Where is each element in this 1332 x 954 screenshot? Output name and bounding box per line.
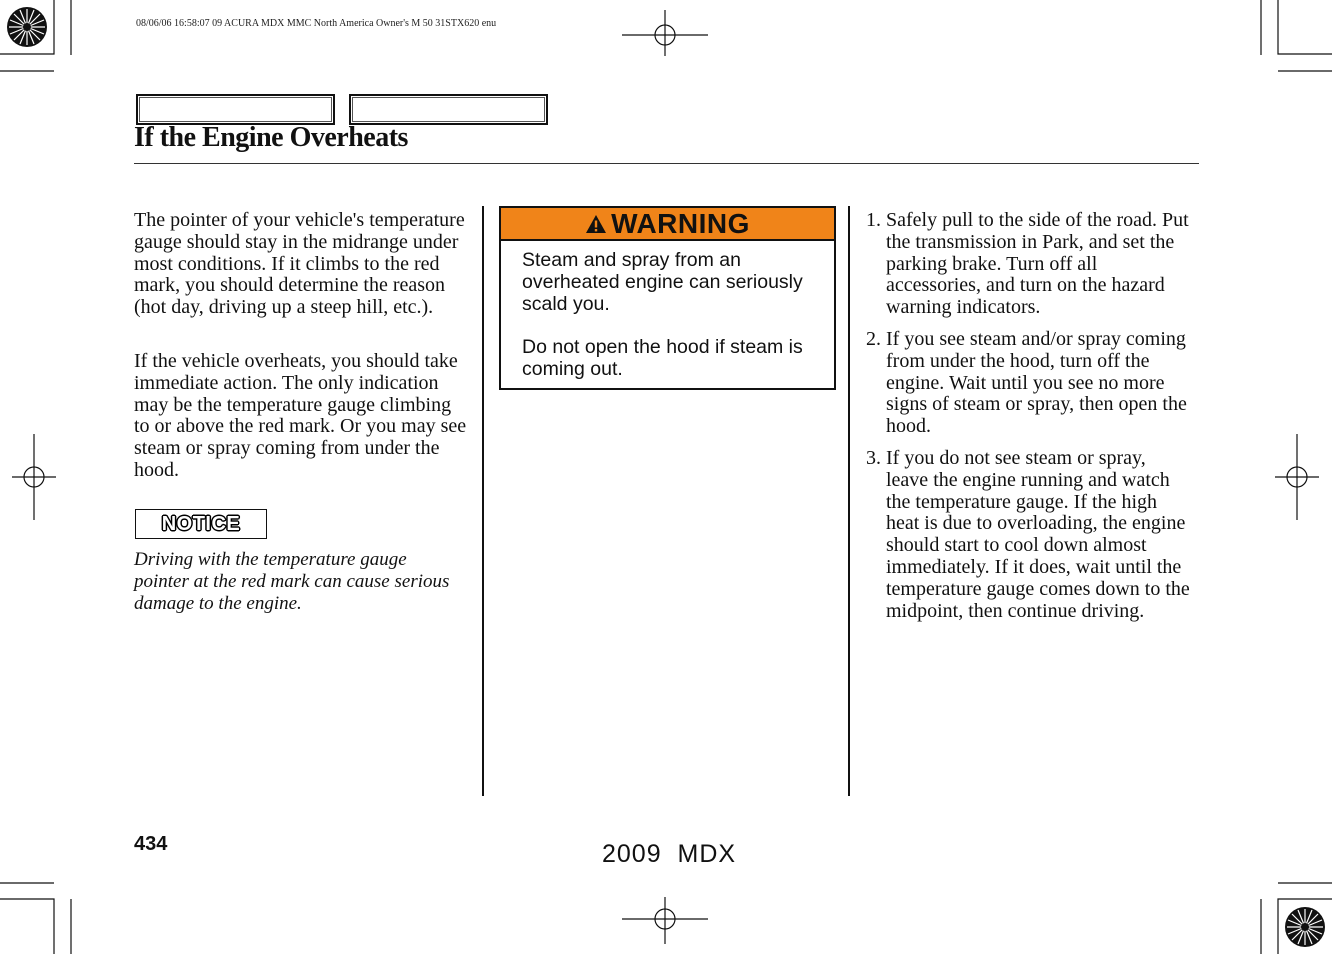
notice-label: NOTICE — [161, 512, 241, 535]
step-text: If you see steam and/or spray coming from under the hood, turn off the engine. Wait until you see no more signs of steam or spray, then open the hood. — [886, 328, 1187, 438]
body-paragraph: If the vehicle overheats, you should take immediate action. The only indication may be the temperature gauge climbing to or above the red mark. Or you may see steam or spray coming from under the hood. — [134, 350, 467, 481]
page-title: If the Engine Overheats — [134, 122, 408, 153]
column-divider-right — [848, 206, 850, 796]
warning-label: WARNING — [611, 207, 750, 239]
step-number: 2. — [866, 328, 881, 350]
warning-box — [499, 206, 836, 390]
step-text: If you do not see steam or spray, leave the engine running and watch the temperature gauge. If the high heat is due to overloading, the engine should start to cool down almost immediately. If it does, wait until the temperature gauge comes down to the midpoint, then continue driving. — [886, 447, 1190, 622]
step-text: Safely pull to the side of the road. Put the transmission in Park, and set the parking brake. Turn off all accessories, and turn on the hazard warning indicators. — [886, 209, 1189, 319]
page-number: 434 — [134, 833, 168, 855]
warning-triangle-icon — [585, 214, 607, 234]
header-tab-index[interactable] — [349, 94, 548, 125]
body-paragraph: The pointer of your vehicle's temperature gauge should stay in the midrange under most conditions. If it climbs to the red mark, you should determine the reason (hot day, driving up a steep hill, etc.). — [134, 209, 465, 319]
notice-badge — [135, 509, 267, 539]
title-divider — [134, 163, 1199, 164]
footer-model-label: 2009 MDX — [602, 840, 737, 868]
print-metadata: 08/06/06 16:58:07 09 ACURA MDX MMC North America Owner's M 50 31STX620 enu — [136, 18, 497, 29]
step-number: 3. — [866, 447, 881, 469]
notice-text: Driving with the temperature gauge pointer at the red mark can cause serious damage to the engine. — [134, 549, 450, 614]
warning-body — [501, 241, 834, 380]
header-tab-main-menu[interactable] — [136, 94, 335, 125]
warning-paragraph: Steam and spray from an overheated engine can seriously scald you. — [522, 249, 803, 315]
warning-paragraph: Do not open the hood if steam is coming out. — [522, 336, 803, 380]
step-number: 1. — [866, 209, 881, 231]
warning-header — [501, 208, 834, 241]
column-divider-left — [482, 206, 484, 796]
